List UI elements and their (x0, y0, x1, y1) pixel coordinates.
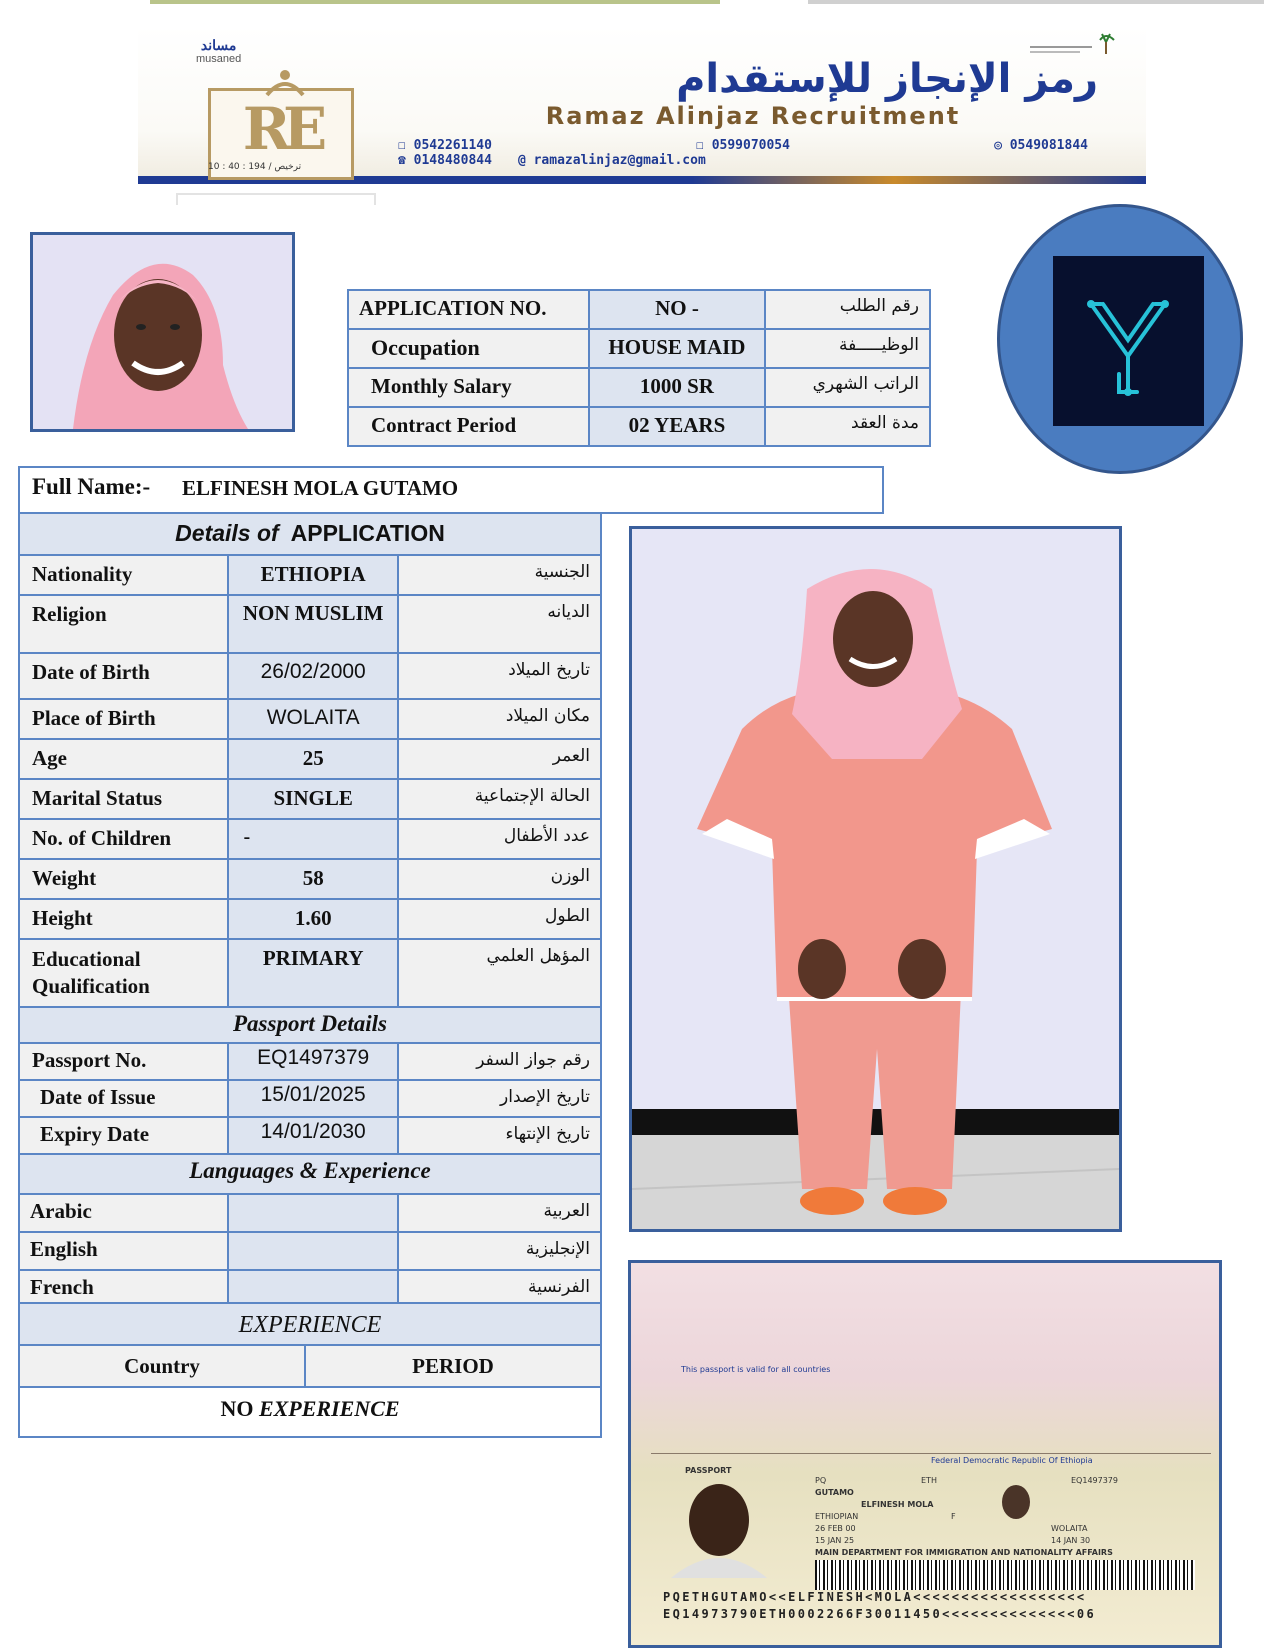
field-value: 1.60 (228, 899, 398, 939)
passport-expiry-date: 14 JAN 30 (1051, 1536, 1091, 1545)
application-table (347, 289, 931, 447)
agency-logo-circle (997, 204, 1243, 474)
field-label-arabic: الحالة الإجتماعية (398, 779, 601, 819)
detail-row (19, 939, 601, 1007)
field-label-arabic: رقم الطلب (765, 290, 930, 329)
telephone-icon: ☎ (398, 153, 414, 168)
landline: ☎ 0148480844 (398, 153, 492, 168)
field-value: SINGLE (228, 779, 398, 819)
detail-row (19, 699, 601, 739)
field-value: 02 YEARS (589, 407, 764, 446)
field-value: 15/01/2025 (228, 1080, 398, 1117)
full-body-photo (629, 526, 1122, 1232)
contact-info (398, 138, 1088, 168)
field-value: EQ1497379 (228, 1043, 398, 1080)
passport-valid-note: This passport is valid for all countries (681, 1365, 831, 1374)
field-label: Height (19, 899, 228, 939)
phone-1: ☐ 0542261140 (398, 138, 492, 153)
decorative-frame (176, 193, 376, 205)
musaned-logo: مساند musaned (196, 37, 242, 65)
field-label: Age (19, 739, 228, 779)
passport-row (19, 1043, 601, 1080)
passport-given-name: ELFINESH MOLA (861, 1500, 934, 1509)
field-label: Monthly Salary (348, 368, 589, 407)
field-label: Occupation (348, 329, 589, 368)
field-label: Marital Status (19, 779, 228, 819)
passport-place-of-birth: WOLAITA (1051, 1524, 1088, 1533)
field-label: English (19, 1232, 228, 1270)
passport-authority: MAIN DEPARTMENT FOR IMMIGRATION AND NATIONALITY AFFAIRS (815, 1548, 1113, 1557)
experience-table (18, 1302, 602, 1438)
field-value: - (228, 819, 398, 859)
field-label: Nationality (19, 555, 228, 595)
passport-row (19, 1117, 601, 1154)
field-label: APPLICATION NO. (348, 290, 589, 329)
field-label: Expiry Date (19, 1117, 228, 1154)
passport-barcode (815, 1560, 1195, 1590)
field-label-arabic: عدد الأطفال (398, 819, 601, 859)
top-accent-line (150, 0, 720, 4)
passport-scan (628, 1260, 1222, 1648)
passport-photo (661, 1468, 775, 1578)
detail-row (19, 859, 601, 899)
field-value: WOLAITA (228, 699, 398, 739)
field-label: Arabic (19, 1194, 228, 1232)
email: @ ramazalinjaz@gmail.com (517, 153, 706, 168)
passport-fold-line (651, 1453, 1211, 1454)
phone-3: ◎ 0549081844 (994, 138, 1088, 153)
field-label: Place of Birth (19, 699, 228, 739)
field-label: Weight (19, 859, 228, 899)
portrait-photo (30, 232, 295, 432)
company-logo: RE (208, 88, 354, 180)
field-label: Passport No. (19, 1043, 228, 1080)
field-value (228, 1194, 398, 1232)
passport-nationality: ETHIOPIAN (815, 1512, 859, 1521)
field-label-arabic: تاريخ الميلاد (398, 653, 601, 699)
field-label-arabic: الديانه (398, 595, 601, 653)
occupation-row (348, 329, 930, 368)
period-header: PERIOD (305, 1345, 601, 1387)
full-name-row (18, 466, 884, 514)
field-value: HOUSE MAID (589, 329, 764, 368)
passport-number: EQ1497379 (1071, 1476, 1118, 1485)
field-label: Date of Birth (19, 653, 228, 699)
details-title: Details of APPLICATION (19, 513, 601, 555)
ministry-logo (1030, 32, 1120, 58)
details-table (18, 512, 602, 1309)
field-label-arabic: الراتب الشهري (765, 368, 930, 407)
top-accent-line (808, 0, 1264, 4)
field-label-arabic: المؤهل العلمي (398, 939, 601, 1007)
passport-surname: GUTAMO (815, 1488, 854, 1497)
field-value (228, 1232, 398, 1270)
passport-type: PQ (815, 1476, 827, 1485)
field-label-arabic: الوزن (398, 859, 601, 899)
field-label: French (19, 1270, 228, 1308)
field-value: NO - (589, 290, 764, 329)
field-value: NON MUSLIM (228, 595, 398, 653)
email-icon: @ (517, 153, 534, 168)
field-label-arabic: مدة العقد (765, 407, 930, 446)
company-name-english: Ramaz Alinjaz Recruitment (545, 102, 961, 130)
passport-issue-date: 15 JAN 25 (815, 1536, 855, 1545)
field-label-arabic: العربية (398, 1194, 601, 1232)
field-label-arabic: تاريخ الإصدار (398, 1080, 601, 1117)
passport-details-title: Passport Details (19, 1007, 601, 1043)
field-label-arabic: رقم جواز السفر (398, 1043, 601, 1080)
company-name-arabic: رمز الإنجاز للإستقدام (676, 56, 1098, 102)
field-label-arabic: الطول (398, 899, 601, 939)
phone-2: ☐ 0599070054 (696, 138, 790, 153)
whatsapp-icon: ◎ (994, 138, 1010, 153)
field-label: Contract Period (348, 407, 589, 446)
salary-row (348, 368, 930, 407)
phone-icon: ☐ (696, 138, 712, 153)
field-label-arabic: الإنجليزية (398, 1232, 601, 1270)
full-name-value: ELFINESH MOLA GUTAMO (182, 476, 459, 500)
field-value: PRIMARY (228, 939, 398, 1007)
passport-country-header: Federal Democratic Republic Of Ethiopia (931, 1456, 1093, 1465)
field-label: No. of Children (19, 819, 228, 859)
application-row (348, 290, 930, 329)
passport-type-label: PASSPORT (685, 1466, 732, 1475)
field-label: Religion (19, 595, 228, 653)
detail-row (19, 739, 601, 779)
language-row (19, 1232, 601, 1270)
language-row (19, 1194, 601, 1232)
field-label-arabic: الجنسية (398, 555, 601, 595)
contract-row (348, 407, 930, 446)
field-value: 1000 SR (589, 368, 764, 407)
passport-country-code: ETH (921, 1476, 937, 1485)
passport-sex: F (951, 1512, 956, 1521)
field-label: Educational Qualification (19, 939, 228, 1007)
passport-mrz: PQETHGUTAMO<<ELFINESH<MOLA<<<<<<<<<<<<<<<<<< EQ14973790ETH0002266F30011450<<<<<<<<<<<<<<06 (663, 1590, 1097, 1621)
company-banner (138, 26, 1146, 184)
phone-icon: ☐ (398, 138, 414, 153)
detail-row (19, 595, 601, 653)
field-value: ETHIOPIA (228, 555, 398, 595)
detail-row (19, 899, 601, 939)
detail-row (19, 653, 601, 699)
field-label: Date of Issue (19, 1080, 228, 1117)
license-number: 10 : 40 : 194 / ترخيص (208, 162, 302, 172)
y-logo-icon (1053, 256, 1204, 426)
field-label-arabic: الفرنسية (398, 1270, 601, 1308)
country-header: Country (19, 1345, 305, 1387)
passport-ghost-photo (991, 1478, 1041, 1533)
detail-row (19, 779, 601, 819)
experience-value: NO EXPERIENCE (19, 1387, 601, 1437)
passport-dob: 26 FEB 00 (815, 1524, 856, 1533)
detail-row (19, 555, 601, 595)
passport-row (19, 1080, 601, 1117)
detail-row (19, 819, 601, 859)
field-value: 14/01/2030 (228, 1117, 398, 1154)
field-value: 26/02/2000 (228, 653, 398, 699)
full-name-label: Full Name:- (32, 474, 151, 499)
languages-title: Languages & Experience (19, 1154, 601, 1194)
field-value: 25 (228, 739, 398, 779)
experience-title: EXPERIENCE (19, 1303, 601, 1345)
field-label-arabic: العمر (398, 739, 601, 779)
field-value: 58 (228, 859, 398, 899)
field-label-arabic: الوظيـــــفة (765, 329, 930, 368)
field-label-arabic: تاريخ الإنتهاء (398, 1117, 601, 1154)
field-label-arabic: مكان الميلاد (398, 699, 601, 739)
